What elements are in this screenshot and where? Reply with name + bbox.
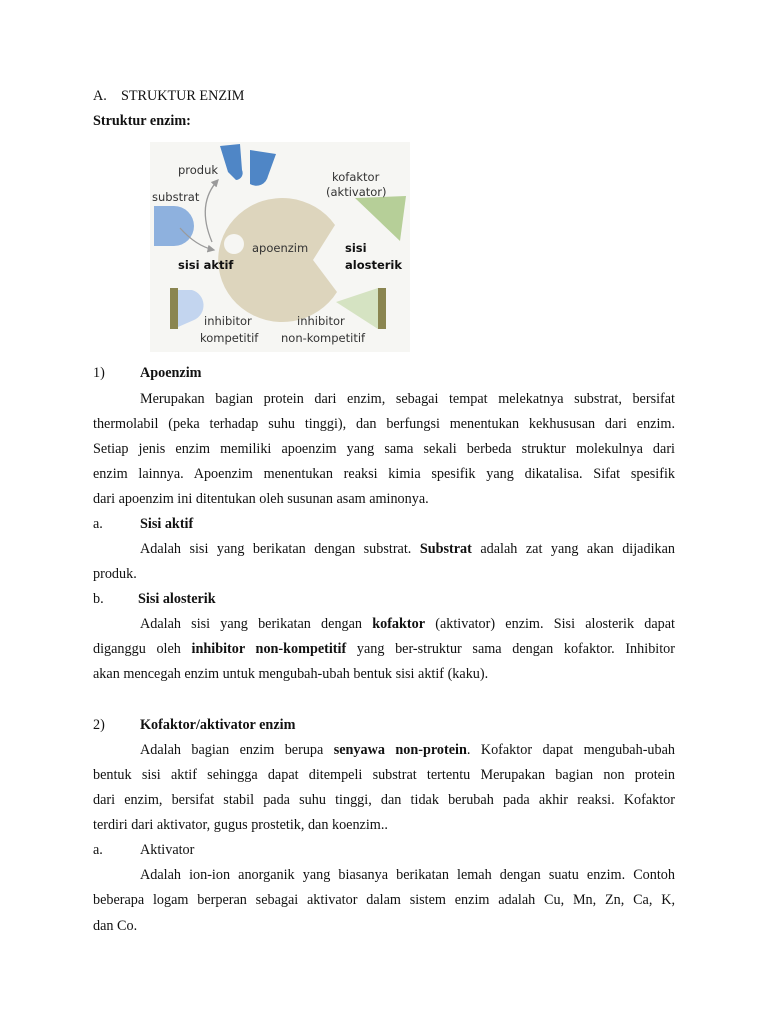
label-apoenzim: apoenzim <box>252 241 309 255</box>
label-inhibitor-komp: inhibitor <box>204 314 252 328</box>
s2a-letter: a. <box>93 842 103 858</box>
sb-line-1: Adalah sisi yang berikatan dengan kofaktor (aktivator) enzim. Sisi alosterik dapat <box>140 616 675 632</box>
s2-line-3: dari enzim, bersifat stabil pada suhu tinggi, dan tidak berubah pada akhir reaksi. Kofaktor <box>93 792 675 808</box>
label-inhibitor-nonkomp: inhibitor <box>297 314 345 328</box>
s2a-line-1: Adalah ion-ion anorganik yang biasanya berikatan lemah dengan suatu enzim. Contoh <box>140 867 675 883</box>
s1-number: 1) <box>93 365 105 381</box>
s2-heading: Kofaktor/aktivator enzim <box>140 717 296 733</box>
s1-line-3: Setiap jenis enzim memiliki apoenzim yang sama sekali berbeda struktur molekulnya dari <box>93 441 675 457</box>
inhibitor-nonkomp-bar <box>378 288 386 329</box>
s1-line-1: Merupakan bagian protein dari enzim, sebagai tempat melekatnya substrat, bersifat <box>140 391 675 407</box>
s2-line-4: terdiri dari aktivator, gugus prostetik, dan koenzim.. <box>93 817 388 833</box>
inhibitor-komp-bar <box>170 288 178 329</box>
label-kofaktor: kofaktor <box>332 170 380 184</box>
label-substrat: substrat <box>152 190 200 204</box>
active-site-notch <box>224 234 244 254</box>
substrat-shape <box>154 206 194 246</box>
sb-line-2: diganggu oleh inhibitor non-kompetitif yang ber-struktur sama dengan kofaktor. Inhibitor <box>93 641 675 657</box>
s1-line-2: thermolabil (peka terhadap suhu tinggi), dan berfungsi menentukan kekhususan dari enzim. <box>93 416 675 432</box>
s2a-line-3: dan Co. <box>93 918 138 934</box>
sa-heading: Sisi aktif <box>140 516 194 532</box>
label-produk: produk <box>178 163 219 177</box>
sa-line-1: Adalah sisi yang berikatan dengan substrat. Substrat adalah zat yang akan dijadikan <box>140 541 675 557</box>
s1-line-4: enzim lainnya. Apoenzim menentukan reaksi kimia spesifik yang dikatalisa. Sifat spesifik <box>93 466 675 482</box>
sb-line-3: akan mencegah enzim untuk mengubah-ubah bentuk sisi aktif (kaku). <box>93 666 489 682</box>
label-sisi: sisi <box>345 241 367 255</box>
sb-letter: b. <box>93 591 104 607</box>
s2a-heading: Aktivator <box>140 842 195 858</box>
label-alosterik: alosterik <box>345 258 403 272</box>
section-letter: A. <box>93 88 107 104</box>
s2a-line-2: beberapa logam berperan sebagai aktivator dalam sistem enzim adalah Cu, Mn, Zn, Ca, K, <box>93 892 675 908</box>
label-kofaktor-aktivator: (aktivator) <box>326 185 387 199</box>
s2-number: 2) <box>93 717 105 733</box>
label-kompetitif: kompetitif <box>200 331 259 345</box>
sa-line-2: produk. <box>93 566 137 582</box>
sa-letter: a. <box>93 516 103 532</box>
s2-line-1: Adalah bagian enzim berupa senyawa non-protein. Kofaktor dapat mengubah-ubah <box>140 742 675 758</box>
s1-heading: Apoenzim <box>140 365 202 381</box>
sb-heading: Sisi alosterik <box>138 591 216 607</box>
s1-line-5: dari apoenzim ini ditentukan oleh susunan asam aminonya. <box>93 491 429 507</box>
s2-line-2: bentuk sisi aktif sehingga dapat ditempeli substrat tertentu Merupakan bagian non protein <box>93 767 675 783</box>
subtitle: Struktur enzim: <box>93 113 191 129</box>
section-title: STRUKTUR ENZIM <box>121 88 245 104</box>
label-non-kompetitif: non-kompetitif <box>281 331 366 345</box>
label-sisi-aktif: sisi aktif <box>178 258 234 272</box>
enzyme-structure-diagram <box>150 142 410 352</box>
